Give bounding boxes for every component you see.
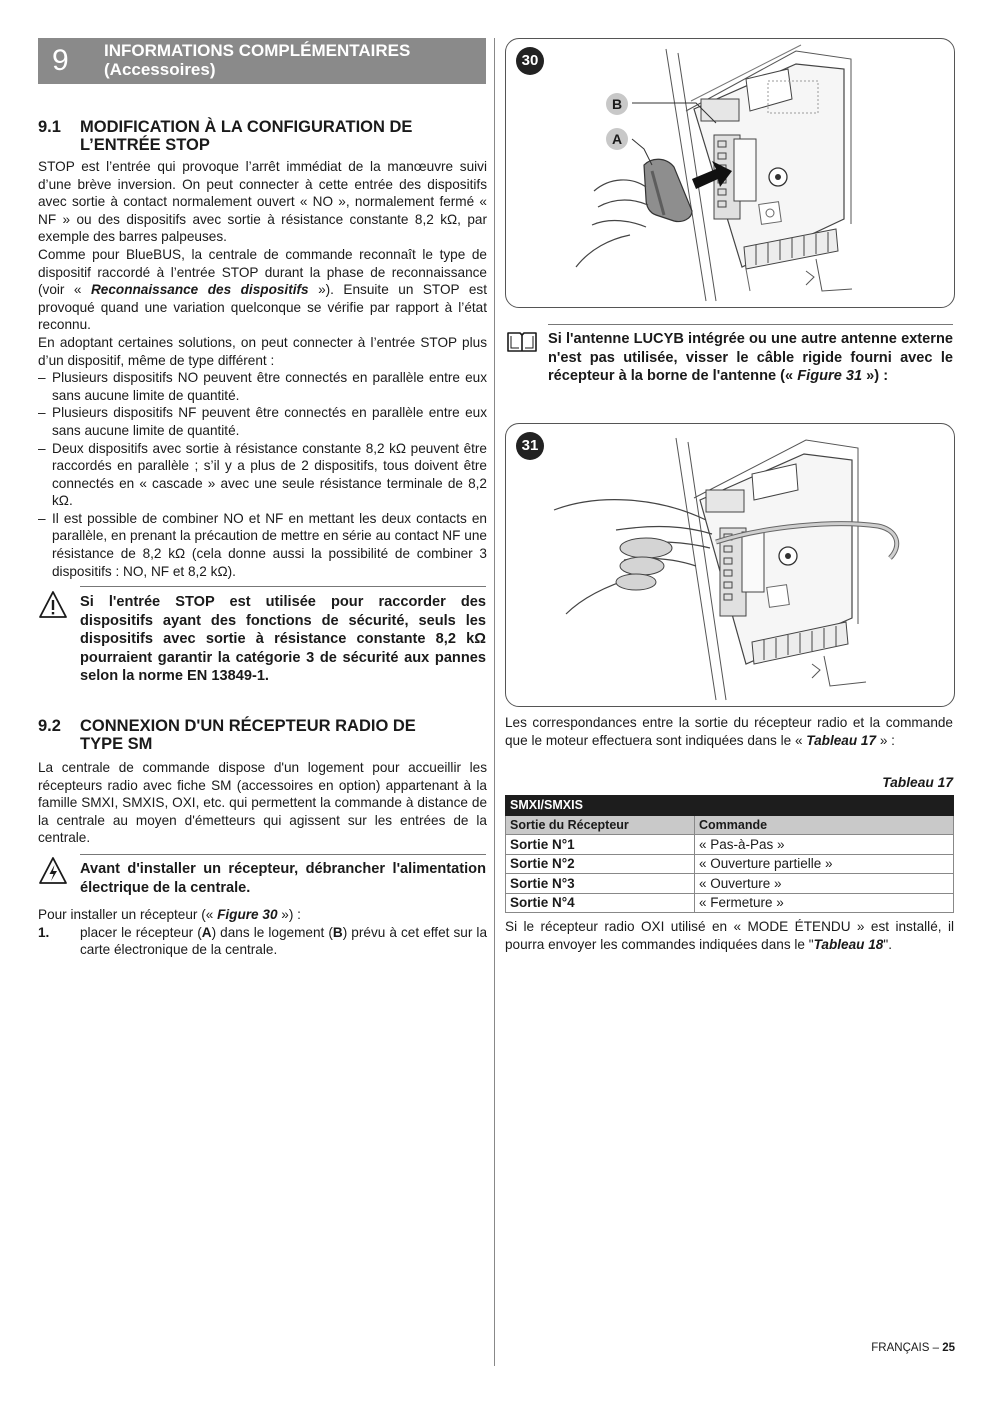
table-row: Sortie N°2 « Ouverture partielle » [506, 854, 954, 874]
figure-30-number: 30 [516, 47, 544, 75]
divider [80, 586, 486, 587]
table-17 [505, 795, 954, 913]
power-disconnect-warning: Avant d'installer un récepteur, débrancher l'alimentation électrique de la centrale. [80, 861, 486, 896]
callout-b: B [606, 93, 628, 115]
book-icon [506, 330, 538, 354]
column-divider [494, 38, 495, 1366]
table-row: Sortie N°3 « Ouverture » [506, 874, 954, 894]
antenna-note: Si l'antenne LUCYB intégrée ou une autre antenne externe n'est pas utilisée, visser le câble rigide fourni avec le récepteur à la borne de l'antenne (« Figure 31 ») : [548, 331, 953, 384]
table-row: Sortie N°1 « Pas-à-Pas » [506, 835, 954, 855]
section-9-2-body [38, 759, 487, 847]
figure-31 [505, 423, 955, 707]
paragraph: En adoptant certaines solutions, on peut connecter à l’entrée STOP plus d’un dispositif, même de type différent : [38, 334, 487, 368]
install-instructions: Pour installer un récepteur (« Figure 30 ») : 1. placer le récepteur (A) dans le logement (B) prévu à cet effet sur la carte électronique de la centrale. [38, 907, 488, 958]
divider [548, 324, 953, 325]
section-9-1-heading: 9.1 MODIFICATION À LA CONFIGURATION DE L’ENTRÉE STOP [38, 118, 413, 154]
paragraph: Comme pour BlueBUS, la centrale de commande reconnaît le type de dispositif raccordé à l’entrée STOP durant la phase de reconnaissance (voir « Reconnaissance des dispositifs »). Ensuite un STOP est provoqué quand une variation quelconque se vérifie par rapport à l’état reconnu. [38, 246, 487, 333]
paragraph: STOP est l’entrée qui provoque l’arrêt immédiat de la manœuvre suivi d’une brève inversion. On peut connecter à cette entrée des dispositifs avec sortie à contact normalement ouvert « NO », normalement fermé « NF » ou des dispositifs avec sortie à résistance constante 8,2 kΩ, par exemple des barres palpeuses. [38, 159, 487, 245]
table-subheader: Sortie du Récepteur Commande [506, 815, 954, 835]
page-number: 25 [942, 1342, 955, 1354]
callout-a: A [606, 128, 628, 150]
figure-30-drawing [506, 39, 954, 307]
oxi-note: Si le récepteur radio OXI utilisé en « MODE ÉTENDU » est installé, il pourra envoyer les commandes indiquées dans le "Tableau 18". [505, 919, 954, 952]
stop-safety-warning: Si l'entrée STOP est utilisée pour raccorder des dispositifs ayant des fonctions de sécurité, seuls les dispositifs avec sortie à résistance constante 8,2 kΩ pourraient garantir la catégorie 3 de sécurité aux pannes selon la norme EN 13849-1. [80, 594, 486, 684]
chapter-title: INFORMATIONS COMPLÉMENTAIRES (Accessoires) [104, 41, 411, 79]
list-item: – Deux dispositifs avec sortie à résistance constante 8,2 kΩ peuvent être raccordés en parallèle ; s’il y a plus de 2 dispositifs, tous doivent être connectés en « cascade » avec une seule résistance terminale de 8,2 kΩ. [38, 440, 487, 509]
list-item: – Il est possible de combiner NO et NF en mettant les deux contacts en parallèle, en prenant la précaution de mettre en série au contact NF une résistance de 8,2 kΩ (cela donne aussi la possibilité de combiner 3 dispositifs : NO, NF et 8,2 kΩ). [38, 510, 487, 579]
correspondence-text: Les correspondances entre la sortie du récepteur radio et la commande que le moteur effectuera sont indiquées dans le « Tableau 17 » : [505, 715, 953, 748]
link-tableau-17[interactable]: Tableau 17 [806, 732, 877, 748]
table-header: SMXI/SMXIS [506, 796, 954, 816]
chapter-header [38, 38, 486, 84]
link-figure-31[interactable]: Figure 31 [797, 368, 863, 384]
paragraph: La centrale de commande dispose d'un logement pour accueillir les récepteurs radio avec fiche SM (accessoires en option) appartenant à la famille SMXI, SMXIS, OXI, etc. qui permettent la commande à distance de la centrale au moyen d'émetteurs qui agissent sur les entrées de la centrale. [38, 760, 487, 846]
figure-31-drawing [506, 424, 954, 706]
table-17-caption: Tableau 17 [882, 775, 953, 790]
section-9-2-heading: 9.2 CONNEXION D'UN RÉCEPTEUR RADIO DE TYPE SM [38, 717, 416, 753]
step-1: 1. placer le récepteur (A) dans le logement (B) prévu à cet effet sur la carte électronique de la centrale. [38, 924, 488, 958]
link-tableau-18[interactable]: Tableau 18 [813, 936, 884, 952]
table-row: Sortie N°4 « Fermeture » [506, 893, 954, 913]
section-9-1-body [38, 158, 487, 580]
chapter-number: 9 [52, 44, 69, 77]
page-footer: FRANÇAIS – 25 [871, 1342, 955, 1354]
electric-warning-icon [38, 856, 68, 886]
divider [80, 854, 486, 855]
list-item: – Plusieurs dispositifs NF peuvent être connectés en parallèle entre eux sans aucune limite de quantité. [38, 405, 487, 438]
figure-30 [505, 38, 955, 308]
warning-triangle-icon [38, 590, 68, 620]
list-item: – Plusieurs dispositifs NO peuvent être connectés en parallèle entre eux sans aucune limite de quantité. [38, 370, 487, 403]
link-reconnaissance[interactable]: Reconnaissance des dispositifs [90, 282, 309, 298]
link-figure-30[interactable]: Figure 30 [217, 907, 278, 922]
figure-31-number: 31 [516, 432, 544, 460]
